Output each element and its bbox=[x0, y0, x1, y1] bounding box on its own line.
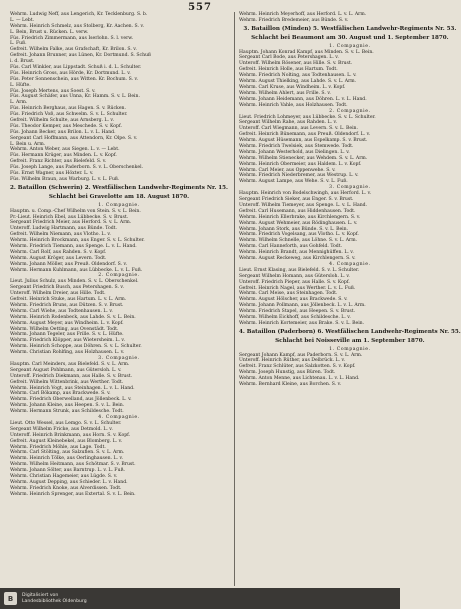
casualty-entry: Unteroff. Wilhelm Tiemeyer, aus Spenge. L. v. L. Hand. bbox=[239, 202, 368, 208]
casualty-entry: Wehrm. August Hölscher, aus Brackwede. S. v. bbox=[239, 297, 348, 303]
casualty-entry: Wehrm. Christian Rohlfing, aus Holzhausen. L. v. bbox=[10, 350, 125, 356]
text-columns bbox=[10, 12, 461, 586]
casualty-entry: L. Hüfte. bbox=[10, 82, 31, 88]
casualty-entry: Wehrm. Heinrich Kortemeier, aus Brake. S. v. L. Bein. bbox=[239, 320, 365, 326]
section-heading: 4. Bataillon (Paderborn) 6. Westfälischen Landwehr-Regiments Nr. 55. bbox=[239, 328, 461, 335]
casualty-entry: Wehrm. Wilhelm Schnelle, aus Löhne. S. v. L. Arm. bbox=[239, 238, 358, 244]
casualty-entry: Wehrm. Joseph Hunstig, aus Büren. Todt. bbox=[239, 370, 336, 376]
casualty-entry: Wehrm. Johann Heidemann, aus Döhren. L. v. L. Hand. bbox=[239, 96, 367, 102]
casualty-entry: Wehrm. Wilhelm Stienecker, aus Wehdem. S. v. L. Arm. bbox=[239, 155, 368, 161]
casualty-entry: Wehrm. Friedrich Möhle, aus Lage. Todt. bbox=[10, 444, 106, 450]
casualty-entry: Füs. Friedrich Zimmermann, aus Iserlohn. S. l. verw. bbox=[10, 35, 134, 41]
casualty-entry: Gefreit. August Kleinebekel, aus Blomberg. L. v. bbox=[10, 438, 123, 444]
casualty-entry: Wehrm. Heinrich Sprenger, aus Extertal. S. v. L. Bein. bbox=[10, 491, 136, 497]
casualty-entry: Wehrm. August Reckeweg, aus Kirchlengern. S. v. bbox=[239, 255, 356, 261]
section-heading: Schlacht bei Noisseville am 1. September 1870. bbox=[275, 338, 425, 345]
casualty-entry: Unteroff. Friedrich Diekmann, aus Halle. S. v. Brust. bbox=[10, 373, 133, 379]
section-heading: 2. Bataillon (Schwerin) 2. Westfälischen Landwehr-Regiments Nr. 15. bbox=[10, 184, 229, 191]
casualty-entry: Wehrm. Friedrich Stapel, aus Heepen. S. v. Brust. bbox=[239, 309, 356, 315]
casualty-entry: Wehrm. Friedrich Twelsiek, aus Stemwede. Todt. bbox=[239, 143, 354, 149]
company-heading: 1. Compagnie. bbox=[329, 346, 371, 352]
company-heading: 4. Compagnie. bbox=[329, 261, 371, 267]
casualty-entry: Füs. Heinrich Gross, aus Hörde, Kr. Dortmund. L. v. bbox=[10, 70, 131, 76]
company-heading: 1. Compagnie. bbox=[329, 43, 371, 49]
casualty-entry: Füs. Carl Winkler, aus Lippstadt. Schuß i. d. L. Schulter. bbox=[10, 65, 142, 71]
casualty-entry: Wehrm. August Lampe, aus Wehe. S. v. L. Fuß. bbox=[239, 179, 348, 185]
casualty-entry: Füs. Hermann Krüger, aus Minden. L. v. Kopf. bbox=[10, 153, 117, 159]
casualty-entry: Füs. Theodor Kemper, aus Meschede. S. v. Kopf. bbox=[10, 123, 122, 129]
casualty-entry: Gefreit. Wilhelm Niemann, aus Vlotho. L. v. bbox=[10, 232, 111, 238]
casualty-entry: Wehrm. Johann Pollmann, aus Jöllenbeck. L. v. L. Arm. bbox=[239, 303, 366, 309]
casualty-entry: Wehrm. Heinrich Meyerhoff, aus Herford. L. v. L. Arm. bbox=[239, 12, 367, 17]
casualty-entry: Wehrm. Wilhelm Heitmann, aus Schötmar. S. v. Brust. bbox=[10, 462, 136, 468]
casualty-entry: Hauptm. Johann Konrad Kampf, aus Minden. S. v. L. Bein. bbox=[239, 49, 374, 55]
casualty-entry: Wehrm. Johann Stork, aus Bünde. S. v. L. Bein. bbox=[239, 226, 349, 232]
casualty-entry: Unteroff. Heinrich Rüther, aus Delbrück. L. v. bbox=[239, 358, 345, 364]
company-heading: 2. Compagnie. bbox=[98, 273, 140, 279]
casualty-entry: Unteroff. Carl Wiegmann, aus Levern. S. v. L. Bein. bbox=[239, 126, 358, 132]
casualty-entry: Wehrm. Friedrich Tiemann, aus Spenge. L. v. L. Hand. bbox=[10, 243, 137, 249]
company-heading: 3. Compagnie. bbox=[98, 356, 140, 362]
casualty-entry: Wehrm. Carl Hanneforth, aus Gohfeld. Todt. bbox=[239, 244, 343, 250]
casualty-entry: Lieut. Julius Schulz, aus Minden. S. v. L. Oberschenkel. bbox=[10, 279, 139, 285]
casualty-entry: Wehrm. Carl Rolf, aus Rahden. S. v. Kopf. bbox=[10, 249, 107, 255]
casualty-entry: Sergeant Wilhelm Rahe, aus Rahden. L. v. bbox=[239, 120, 337, 126]
casualty-entry: Füs. August Schäfer, aus Unna, Kr. Hamm. S. v. L. Bein. bbox=[10, 94, 140, 100]
casualty-entry: Wehrm. Heinrich Brockmann, aus Enger. S. v. L. Schulter. bbox=[10, 238, 145, 244]
casualty-entry: Sergeant Wilhelm Fricke, aus Detmold. L. v. bbox=[10, 426, 113, 432]
section-heading: 3. Bataillon (Minden) 5. Westfälischen Landwehr-Regiments Nr. 53. bbox=[243, 25, 457, 32]
casualty-entry: Wehrm. Friedrich Oberwelland, aus Jöllenbeck. L. v. bbox=[10, 397, 132, 403]
casualty-entry: Wehrm. Friedrich Bredemeier, aus Bünde. S. v. bbox=[239, 17, 349, 23]
casualty-entry: Wehrm. Carl Bökamp, aus Brackwede. S. v. bbox=[10, 391, 111, 397]
casualty-entry: Gefreit. Franz Richter, aus Bielefeld. S. v. bbox=[10, 159, 107, 165]
casualty-entry: Wehrm. Heinrich Vogt, aus Steinhagen. L. v. L. Hand. bbox=[10, 385, 135, 391]
company-heading: 3. Compagnie. bbox=[329, 185, 371, 191]
casualty-entry: Wehrm. Heinrich Schmelz, aus Stolberg, Kr. Aachen. S. v. bbox=[10, 23, 144, 29]
casualty-entry: Wehrm. Wilhelm Ahlert, aus Frille. S. v. bbox=[239, 90, 331, 96]
company-heading: 1. Compagnie. bbox=[98, 202, 140, 208]
casualty-entry: Wehrm. Hermann Strunk, aus Schildesche. Todt. bbox=[10, 409, 124, 415]
casualty-entry: Wehrm. August Thielking, aus Lahde. S. v. L. Arm. bbox=[239, 79, 357, 85]
casualty-entry: Sergeant Wilhelm Homann, aus Gütersloh. L. v. bbox=[239, 273, 350, 279]
casualty-entry: Wehrm. August Meyer, aus Windheim. L. v. Kopf. bbox=[10, 320, 124, 326]
casualty-entry: Wehrm. Friedrich Vogelsang, aus Vlotho. L. v. Kopf. bbox=[239, 232, 359, 238]
casualty-entry: L. Bein u. Arm. bbox=[10, 141, 46, 147]
right-column bbox=[234, 12, 461, 586]
casualty-entry: Wehrm. Friedrich Nolting, aus Todtenhausen. L. v. bbox=[239, 73, 357, 79]
casualty-entry: Gefreit. Heinrich Holle, aus Hartum. Todt. bbox=[239, 67, 338, 73]
casualty-entry: Wehrm. Heinrich Rodenbeck, aus Lahde. S. v. L. Bein. bbox=[10, 314, 136, 320]
casualty-entry: Wehrm. Johann Tegeler, aus Frille. S. v. L. Hüfte. bbox=[10, 332, 124, 338]
casualty-entry: Füs. Joseph Lange, aus Paderborn. S. v. L. Oberschenkel. bbox=[10, 165, 144, 171]
casualty-entry: Wehrm. August Depping, aus Schieder. L. v. Hand. bbox=[10, 479, 128, 485]
section-heading: Schlacht bei Gravelotte am 18. August 1870. bbox=[48, 194, 190, 201]
casualty-entry: Hauptm. u. Comp.-Chef Wilhelm von Stein. S. v. L. Bein. bbox=[10, 208, 141, 214]
casualty-entry: Sergeant Friedrich Meier, aus Herford. S. v. L. Arm. bbox=[10, 220, 132, 226]
casualty-entry: Wehrm. August Hüsemann, aus Espelkamp. S. v. Brust. bbox=[239, 138, 368, 144]
casualty-entry: Unteroff. Heinrich Brinkmann, aus Horn. S. v. Kopf. bbox=[10, 432, 131, 438]
casualty-entry: Füs. Wilhelm Braun, aus Warburg. L. v. L. Fuß. bbox=[10, 176, 120, 182]
casualty-entry: L. Arm. bbox=[10, 100, 28, 106]
casualty-entry: Wehrm. Heinrich Brandt, aus Mennighüffen. L. v. bbox=[239, 250, 354, 256]
casualty-entry: Wehrm. Johann Möller, aus Preuß. Oldendorf. S. v. bbox=[10, 261, 128, 267]
casualty-entry: Wehrm. Friedrich Klöpper, aus Wietersheim. L. v. bbox=[10, 338, 125, 344]
casualty-entry: Wehrm. Carl Kruse, aus Windheim. L. v. Kopf. bbox=[239, 84, 346, 90]
casualty-entry: i. d. Brust. bbox=[10, 59, 35, 65]
casualty-entry: Gefreit. Wilhelm Wittenbrink, aus Werther. Todt. bbox=[10, 379, 124, 385]
footer-credit bbox=[22, 593, 87, 605]
casualty-entry: Wehrm. Heinrich Schoppe, aus Döhren. S. v. L. Schulter. bbox=[10, 344, 142, 350]
casualty-entry: Sergeant Friedrich Sieker, aus Enger. S. v. Brust. bbox=[239, 197, 354, 203]
casualty-entry: Sergeant Carl Hoffmann, aus Attendorn, Kr. Olpe. S. v. bbox=[10, 135, 138, 141]
casualty-entry: Füs. Heinrich Berghaus, aus Hagen. S. v. Rücken. bbox=[10, 106, 126, 112]
casualty-entry: Wehrm. Johann Westerhold, aus Dielingen. L. v. bbox=[239, 149, 350, 155]
digitization-footer bbox=[0, 588, 400, 609]
casualty-entry: Wehrm. Wilhelm Eickhoff, aus Schildesche. L. v. bbox=[239, 315, 351, 320]
casualty-entry: Sergeant Carl Bode, aus Petershagen. L. v. bbox=[239, 55, 339, 61]
company-heading: 4. Compagnie. bbox=[98, 415, 140, 421]
casualty-entry: Gefreit. Franz Schlüter, aus Salzkotten. S. v. Kopf. bbox=[239, 364, 356, 370]
casualty-entry: Füs. Peter Sonnenschein, aus Witten. Kr. Bochum. S. v. bbox=[10, 76, 138, 82]
casualty-entry: Wehrm. Johann Sölter, aus Barntrup. L. v. L. Fuß. bbox=[10, 468, 125, 474]
casualty-entry: Sergeant August Pohlmann, aus Gütersloh. L. v. bbox=[10, 367, 122, 373]
casualty-entry: Wehrm. Christian Hagemeier, aus Lügde. S. v. bbox=[10, 474, 118, 480]
section-heading: Schlacht bei Beaumont am 30. August und 1. September 1870. bbox=[251, 35, 449, 42]
casualty-entry: Hauptm. Carl Meinders, aus Bielefeld. S. v. L. Arm. bbox=[10, 362, 130, 368]
casualty-entry: L. Fuß. bbox=[10, 41, 27, 47]
casualty-entry: Wehrm. Heinrich Ellerbrake, aus Kirchlengern. S. v. bbox=[239, 214, 361, 220]
casualty-entry: Wehrm. Bernhard Kleine, aus Borchen. S. v. bbox=[239, 382, 342, 388]
casualty-entry: Gefreit. Heinrich Stuke, aus Hartum. L. v. L. Arm. bbox=[10, 297, 127, 303]
casualty-entry: Unteroff. Friedrich Pieper, aus Halle. S. v. Kopf. bbox=[239, 279, 350, 285]
casualty-entry: Wehrm. Hermann Kuhlmann, aus Lübbecke. L. v. L. Fuß. bbox=[10, 267, 143, 273]
casualty-entry: Wehrm. Friedrich Knoke, aus Alverdissen. Todt. bbox=[10, 485, 122, 491]
casualty-entry: Füs. Ernst Wagner, aus Höxter. L. v. bbox=[10, 171, 94, 177]
casualty-entry: Wehrm. Friedrich Bruns, aus Dützen. S. v. Brust. bbox=[10, 303, 124, 308]
library-logo-icon: B bbox=[4, 592, 17, 605]
casualty-entry: Wehrm. Carl Meier, aus Oppenwehe. S. v. bbox=[239, 167, 336, 173]
casualty-entry: Gefreit. Carl Husemann, aus Hiddenhausen. Todt. bbox=[239, 208, 356, 214]
casualty-entry: Hauptm. Heinrich von Bodelschwingh, aus Herford. L. v. bbox=[239, 191, 372, 197]
casualty-entry: Gefreit. Wilhelm Schulte, aus Arnsberg. L. v. bbox=[10, 118, 114, 124]
casualty-entry: L. Bein, Brust u. Rücken. L. verw. bbox=[10, 29, 89, 35]
footer-credit-line-1: Digitalisiert von bbox=[22, 592, 59, 598]
casualty-entry: Wehrm. Heinrich Obermeier, aus Haldem. L. v. Kopf. bbox=[239, 161, 362, 167]
casualty-entry: Füs. Johann Becker, aus Brilon. L. v. L. Hand. bbox=[10, 129, 116, 135]
casualty-entry: Gefreit. Heinrich Nagel, aus Werther. L. v. L. Fuß. bbox=[239, 285, 356, 291]
casualty-entry: Wehrm. Ludwig Neff, aus Lengerich, Kr. Tecklenburg. S. b. bbox=[10, 12, 148, 17]
casualty-entry: Pr.-Lieut. Heinrich Ebel, aus Lübbecke. S. v. Brust. bbox=[10, 214, 129, 220]
casualty-entry: Unteroff. Wilhelm Rösener, aus Hille. S. v. Brust. bbox=[239, 61, 353, 67]
casualty-entry: Wehrm. Anton Weber, aus Siegen. L. v. — Lebt. bbox=[10, 147, 120, 153]
left-column bbox=[10, 12, 228, 586]
footer-credit-line-2: Landesbibliothek Oldenburg bbox=[22, 598, 87, 604]
casualty-entry: Wehrm. Carl Meise, aus Steinhagen. Todt. bbox=[239, 291, 338, 297]
casualty-entry: Wehrm. Carl Wiehe, aus Todtenhausen. L. v. bbox=[10, 308, 113, 314]
casualty-entry: Unteroff. Ludwig Hartmann, aus Bünde. Todt. bbox=[10, 226, 117, 232]
casualty-entry: Wehrm. August Kröger, aus Levern. Todt. bbox=[10, 255, 107, 261]
casualty-entry: Wehrm. Heinrich Tölke, aus Oerlinghausen. L. v. bbox=[10, 456, 123, 462]
casualty-entry: Wehrm. Friedrich Niederbremer, aus Westrup. L. v. bbox=[239, 173, 359, 179]
casualty-entry: Wehrm. Carl Stölting, aus Salzuflen. S. v. L. Arm. bbox=[10, 450, 125, 456]
casualty-entry: Wehrm. Johann Kleine, aus Heepen. S. v. L. Bein. bbox=[10, 403, 125, 409]
casualty-entry: Gefreit. Heinrich Bünemann, aus Preuß. Oldendorf. L. v. bbox=[239, 132, 371, 138]
casualty-entry: Sergeant Friedrich Busch, aus Petershagen. S. v. bbox=[10, 285, 124, 291]
casualty-entry: L. — Lebt. bbox=[10, 17, 35, 23]
company-heading: 2. Compagnie. bbox=[329, 108, 371, 114]
casualty-entry: Wehrm. August Wehmeier, aus Rödinghausen. L. v. bbox=[239, 220, 358, 226]
casualty-entry: Unteroff. Wilhelm Dreier, aus Hille. Todt. bbox=[10, 291, 106, 297]
casualty-entry: Lieut. Otto Wessel, aus Lemgo. S. v. L. Schulter. bbox=[10, 421, 122, 427]
casualty-entry: Wehrm. Anton Menne, aus Lichtenau. L. v. L. Hand. bbox=[239, 376, 360, 382]
casualty-entry: Gefreit. Wilhelm Falke, aus Grafschaft, Kr. Brilon. S. v. bbox=[10, 47, 137, 53]
casualty-entry: Wehrm. Wilhelm Oetting, aus Ovenstädt. Todt. bbox=[10, 326, 119, 332]
casualty-entry: Füs. Joseph Mertens, aus Soest. S. v. bbox=[10, 88, 96, 94]
casualty-entry: Lieut. Ernst Klasing, aus Bielefeld. S. v. L. Schulter. bbox=[239, 267, 360, 273]
page-number: 557 bbox=[188, 2, 212, 13]
casualty-entry: Gefreit. Johann Brunner, aus Lünen, Kr. Dortmund. S. Schuß bbox=[10, 53, 152, 59]
casualty-entry: Sergeant Johann Kampf, aus Paderborn. S. v. L. Arm. bbox=[239, 352, 363, 358]
casualty-entry: Füs. Friedrich Voß, aus Schwelm. S. v. L. Schulter. bbox=[10, 112, 128, 118]
casualty-entry: Wehrm. Heinrich Vahle, aus Holzhausen. Todt. bbox=[239, 102, 348, 108]
casualty-entry: Lieut. Friedrich Lohmeyer, aus Lübbecke. S. v. L. Schulter. bbox=[239, 114, 376, 120]
